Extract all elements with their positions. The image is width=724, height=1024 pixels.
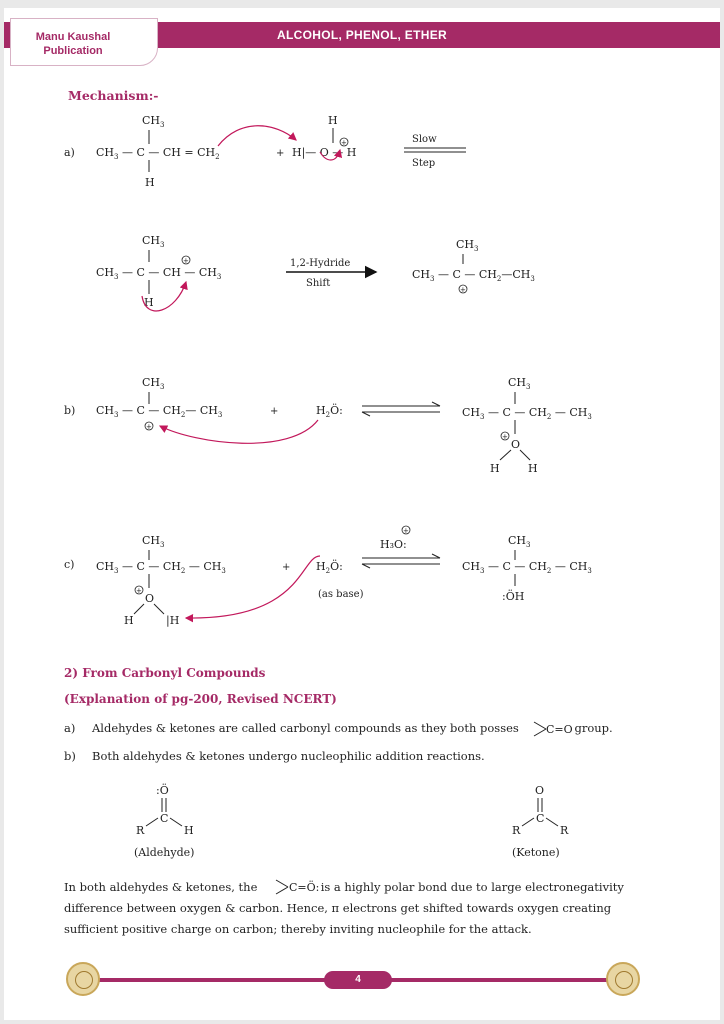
section-subtitle: (Explanation of pg-200, Revised NCERT) [64, 692, 337, 706]
step-c-label: c) [64, 558, 75, 571]
hydronium-label: H₃O: [380, 538, 407, 551]
step-b-label: b) [64, 404, 76, 417]
svg-text:H: H [144, 296, 154, 309]
point-a-text: Aldehydes & ketones are called carbonyl compounds as they both posses [92, 721, 519, 735]
svg-text:|H: |H [166, 614, 180, 627]
point-b-text: Both aldehydes & ketones undergo nucleophilic addition reactions. [92, 749, 485, 763]
svg-text:H: H [490, 462, 500, 475]
page-number: 4 [324, 971, 392, 989]
explanation-rest: is a highly polar bond due to large electronegativity difference between oxygen & carbon. Hence, π electrons get shifted towards oxygen creating sufficient positive charge on carbon; thereby inviting nucleophile for the attack. [64, 880, 624, 936]
svg-text:C: C [160, 812, 169, 825]
svg-text:CH3 — C — CH — CH3: $CH_3$ — C — CH — $CH_3$ [96, 266, 222, 281]
step-c-reaction [64, 526, 592, 628]
point-a-group: group. [574, 721, 613, 735]
aldehyde-structure [134, 783, 194, 859]
step-label: Step [412, 158, 436, 169]
svg-text:+: + [282, 562, 291, 573]
step-a-label: a) [64, 146, 75, 159]
svg-text:H|— O — H: H|— O — H [292, 146, 357, 159]
svg-text:H: H [145, 176, 155, 189]
svg-text:CH3 — C — CH2— CH3: $CH_3$ — C — $CH_2—$ $CH_3$ [96, 404, 223, 419]
svg-text:CH3: $CH_3$ [508, 376, 531, 391]
svg-text:CH3: $CH_3$ [142, 114, 165, 129]
svg-text:CH3 — C — CH2—CH3: $CH_3$ — C — $CH_2—CH_3$ [412, 268, 535, 283]
svg-text:R: R [560, 824, 569, 837]
svg-text:CH3: $CH_3$ [142, 534, 165, 549]
svg-text::ÖH: :ÖH [502, 590, 525, 603]
svg-text:CH3 — C — CH2 — CH3: $CH_3$ — C — $CH_2$ — $CH_3$ [96, 560, 226, 575]
mechanism-heading: Mechanism:- [68, 88, 159, 103]
svg-text:H: H [124, 614, 134, 627]
svg-text:CH3 — C — CH2 — CH3: $CH_3$ — C — $CH_2$ — $CH_3$ [462, 560, 592, 575]
explanation-paragraph [64, 877, 664, 940]
svg-text:O: O [511, 438, 521, 451]
svg-text:R: R [136, 824, 145, 837]
svg-text:+: + [183, 257, 189, 265]
step-a-reaction [64, 114, 466, 189]
publisher-logo-left [66, 962, 100, 996]
aldehyde-label: (Aldehyde) [134, 846, 195, 859]
svg-text:C=Ö:: C=Ö: [289, 881, 320, 894]
explanation-start: In both aldehydes & ketones, the [64, 880, 258, 894]
svg-text:+: + [341, 139, 347, 147]
step-b-reaction [64, 376, 592, 475]
publisher-logo-right [606, 962, 640, 996]
svg-text:H2Ö:: $H_2Ö$: [316, 404, 343, 419]
publisher-name: Manu Kaushal [35, 31, 111, 43]
svg-text:+: + [146, 423, 152, 431]
svg-text:C=O: C=O [546, 723, 573, 736]
svg-text:+: + [276, 148, 285, 159]
shift-label: Shift [306, 278, 331, 289]
hydride-shift-label: 1,2-Hydride [290, 258, 351, 269]
svg-text:+: + [136, 587, 142, 595]
svg-text:CH3 — C — CH2 — CH3: $CH_3$ — C — $CH_2$ — $CH_3$ [462, 406, 592, 421]
svg-text:CH3: $CH_3$ [456, 238, 479, 253]
point-b-label: b) [64, 749, 76, 763]
svg-text:C: C [536, 812, 545, 825]
svg-text:O: O [535, 784, 545, 797]
svg-text::Ö: :Ö [156, 784, 169, 797]
svg-text:O: O [145, 592, 155, 605]
point-a [64, 721, 613, 735]
point-b [64, 749, 485, 763]
point-a-label: a) [64, 721, 76, 735]
svg-text:H: H [328, 114, 338, 127]
hydride-shift-reaction [96, 234, 535, 311]
svg-text:CH3: $CH_3$ [142, 234, 165, 249]
svg-text:H: H [528, 462, 538, 475]
svg-text:CH3: $CH_3$ [508, 534, 531, 549]
publisher-subtitle: Publication [43, 45, 103, 57]
section-title: 2) From Carbonyl Compounds [64, 666, 266, 680]
as-base-label: (as base) [318, 589, 364, 600]
svg-text:+: + [403, 527, 409, 535]
slow-label: Slow [412, 134, 437, 145]
svg-text:H: H [184, 824, 194, 837]
svg-text:+: + [270, 406, 279, 417]
ketone-structure [512, 784, 569, 859]
svg-text:H2Ö:: $H_2Ö$: [316, 560, 343, 575]
svg-text:R: R [512, 824, 521, 837]
svg-text:+: + [460, 286, 466, 294]
ketone-label: (Ketone) [512, 846, 560, 859]
svg-text:CH3: $CH_3$ [142, 376, 165, 391]
svg-text:+: + [502, 433, 508, 441]
svg-text:CH3 — C — CH = CH2: $CH_3$ — C — CH = $CH_2$ [96, 146, 220, 161]
chapter-title: ALCOHOL, PHENOL, ETHER [277, 28, 447, 42]
